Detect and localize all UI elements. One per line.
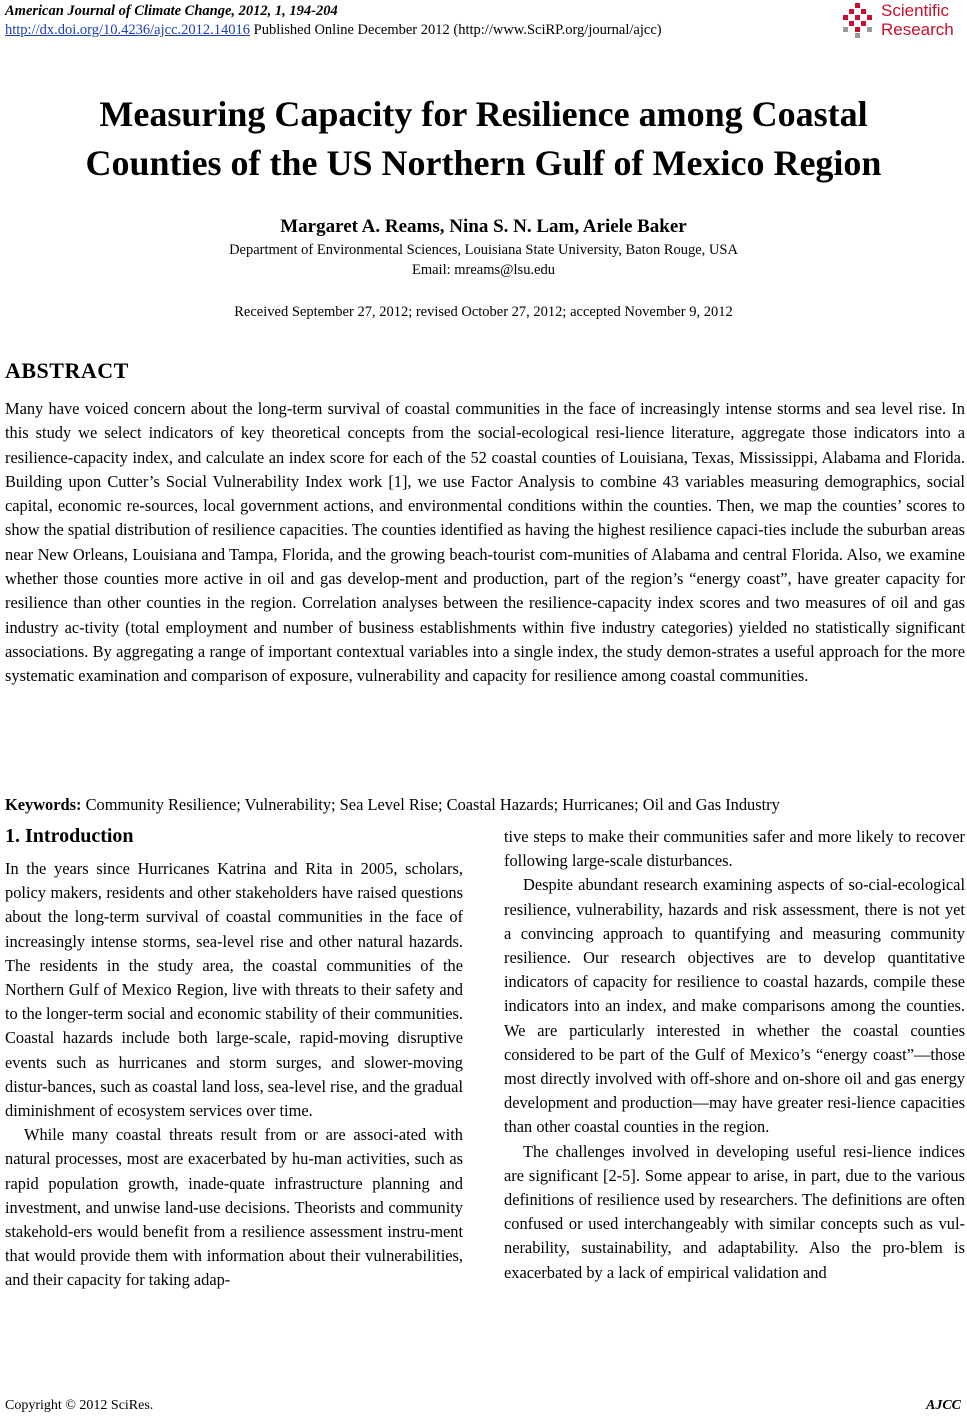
paragraph: tive steps to make their communities safer and more likely to recover following large-scale disturbances. [504,827,965,871]
journal-name: American Journal of Climate Change [5,3,232,19]
article-title [0,90,967,188]
paragraph: While many coastal threats result from or are associ-ated with natural processes, most are exacerbated by hu-man activities, such as rapid population growth, inade-quate infrastructure planning and investment, and unwise land-use decisions. Theorists and community stakehold-ers would benefit from a resilience assessment instru-ment that would provide them with information about their vulnerabilities, and their capacity for taking adap- [5,1125,463,1290]
publisher-logo-text [881,1,954,39]
journal-citation [5,2,662,21]
title-line-2: Counties of the US Northern Gulf of Mexico Region [85,143,882,183]
abstract-heading: ABSTRACT [5,358,129,383]
running-header [5,2,662,40]
author-list: Margaret A. Reams, Nina S. N. Lam, Ariele Baker [280,216,687,237]
affiliation: Department of Environmental Sciences, Louisiana State University, Baton Rouge, USA [229,242,738,258]
right-column [504,825,965,1285]
paragraph: Despite abundant research examining aspects of so-cial-ecological resilience, vulnerability, hazards and risk assessment, there is not yet a convincing approach to quantifying and measuring community resilience. Our research objectives are to develop quantitative indicators of capacity for resilience to coastal hazards, compile these indicators into an index, and make comparisons among the counties. We are particularly interested in whether the coastal counties considered to be part of the Gulf of Mexico’s “energy coast”—those most directly involved with off-shore and on-shore oil and gas energy development and production—may have greater resi-lience capacities than other coastal counties in the region. [504,875,965,1137]
paragraph: In the years since Hurricanes Katrina and Rita in 2005, scholars, policy makers, residents and other stakeholders have raised questions about the long-term survival of coastal communities in the face of increasingly intense storms, sea-level rise and other natural hazards. The residents in the study area, the coastal communities of the Northern Gulf of Mexico Region, live with threats to their safety and to the longer-term social and economic stability of their communities. Coastal hazards include both large-scale, rapid-moving disruptive events such as hurricanes and storm surges, and slower-moving distur-bances, such as coastal land loss, sea-level rise, and the gradual diminishment of ecosystem services over time. [5,859,464,1121]
title-line-1: Measuring Capacity for Resilience among Coastal [99,94,868,134]
keywords-list: Community Resilience; Vulnerability; Sea Level Rise; Coastal Hazards; Hurricanes; Oil and Gas Industry [81,795,780,814]
copyright-notice: Copyright © 2012 SciRes. [5,1398,154,1413]
doi-link[interactable]: http://dx.doi.org/10.4236/ajcc.2012.14016 [5,22,251,38]
author-email: Email: mreams@lsu.edu [411,262,556,278]
volume-info: , 2012, 1, 194-204 [231,3,338,19]
doi-line [5,21,662,40]
published-note: Published Online December 2012 (http://www.SciRP.org/journal/ajcc) [250,22,662,38]
received-dates: Received September 27, 2012; revised October 27, 2012; accepted November 9, 2012 [234,304,733,320]
abstract-text: Many have voiced concern about the long-term survival of coastal communities in the face of increasingly intense storms and sea level rise. In this study we select indicators of key theoretical concepts from the social-ecological resi-lience literature, aggregate those indicators into a resilience-capacity index, and calculate an index score for each of the 52 coastal counties of Louisiana, Texas, Mississippi, Alabama and Florida. Building upon Cutter’s Social Vulnerability Index work [1], we use Factor Analysis to combine 43 variables measuring demographics, social capital, economic re-sources, local government actions, and environmental conditions within the counties. Then, we map the counties’ scores to show the spatial distribution of resilience capacities. The counties identified as having the highest resilience capaci-ties include the suburban areas near New Orleans, Louisiana and Tampa, Florida, and the growing beach-tourist com-munities of Alabama and central Florida. Also, we examine whether those counties more active in oil and gas develop-ment and production, part of the region’s “energy coast”, have greater capacity for resilience than other counties in the region. Correlation analyses between the resilience-capacity index scores and two measures of oil and gas industry ac-tivity (total employment and number of business establishments within five industry categories) yielded no statistically significant associations. By aggregating a range of important contextual variables into a single index, the study demon-strates a useful approach for the more systematic examination and comparison of exposure, vulnerability and capacity for resilience among coastal communities. [5,399,965,686]
logo-line-1: Scientific [881,1,950,20]
journal-abbreviation: AJCC [925,1398,961,1413]
keywords [5,793,965,817]
publisher-logo-icon [839,2,877,40]
keywords-label: Keywords: [5,795,82,814]
paragraph: The challenges involved in developing useful resi-lience indices are significant [2-5]. Some appear to arise, in part, due to the various definitions of resilience used by researchers. The definitions are often confused or used interchangeably with similar concepts such as vul-nerability, sustainability, and adaptability. Also the pro-blem is exacerbated by a lack of empirical validation and [504,1141,965,1282]
publisher-logo [839,0,964,44]
logo-line-2: Research [881,20,954,39]
section-heading: 1. Introduction [5,825,134,847]
left-column [5,822,463,1293]
